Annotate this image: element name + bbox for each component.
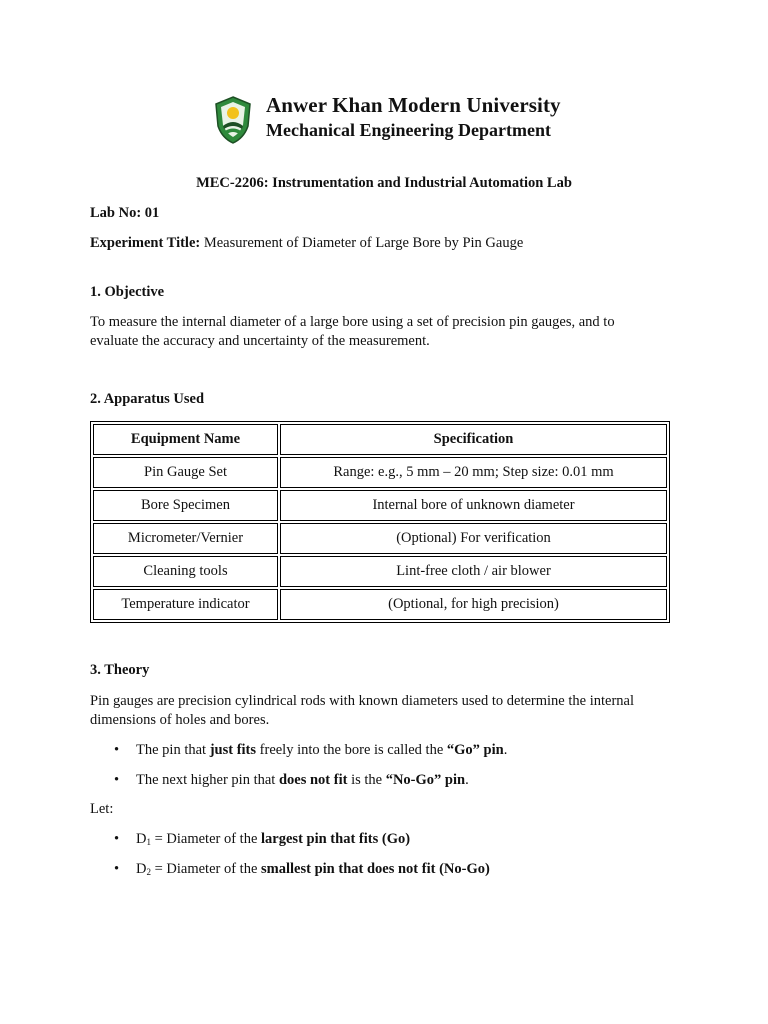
course-title: MEC-2206: Instrumentation and Industrial Automation Lab <box>196 175 572 191</box>
definition-text: = Diameter of the <box>150 831 262 847</box>
bullet-text: The pin that <box>136 742 210 758</box>
bullet-bold-text: just fits <box>209 742 257 758</box>
list-item <box>90 860 490 890</box>
university-name: Anwer Khan Modern University <box>266 93 561 117</box>
objective-line-1: To measure the internal diameter of a large bore using a set of precision pin gauges, and to <box>90 314 615 330</box>
equipment-cell: Bore Specimen <box>93 490 278 521</box>
specification-cell: Range: e.g., 5 mm – 20 mm; Step size: 0.01 mm <box>280 457 667 488</box>
table-row <box>93 457 667 488</box>
lab-number <box>90 205 159 222</box>
theory-heading: 3. Theory <box>90 662 150 678</box>
symbol-text: D <box>136 831 147 847</box>
bullet-text: freely into the bore is called the <box>256 742 447 758</box>
bullet-text: . <box>503 742 508 758</box>
definition-bold-text: largest pin that fits (Go) <box>261 831 411 847</box>
column-header-specification: Specification <box>280 424 667 455</box>
apparatus-table <box>90 421 670 623</box>
column-header-equipment: Equipment Name <box>93 424 278 455</box>
experiment-title-label: Experiment Title: <box>90 235 201 251</box>
specification-cell: (Optional, for high precision) <box>280 589 667 620</box>
bullet-bold-text: “No-Go” pin <box>385 772 466 788</box>
university-logo <box>214 96 252 144</box>
objective-text <box>90 313 680 351</box>
bullet-text: . <box>465 772 469 788</box>
equipment-cell: Pin Gauge Set <box>93 457 278 488</box>
specification-cell: Internal bore of unknown diameter <box>280 490 667 521</box>
table-header-row <box>93 424 667 455</box>
list-item <box>90 771 507 801</box>
table-row <box>93 490 667 521</box>
symbol-subscript: 1 <box>146 837 151 847</box>
apparatus-heading: 2. Apparatus Used <box>90 391 205 407</box>
objective-line-2: evaluate the accuracy and uncertainty of the measurement. <box>90 333 430 349</box>
list-item <box>90 741 507 771</box>
bullet-text: The next higher pin that <box>136 772 279 788</box>
bullet-icon: • <box>114 742 120 758</box>
bullet-bold-text: “Go” pin <box>446 742 504 758</box>
lab-number-label: Lab No: <box>90 205 142 221</box>
theory-line-1: Pin gauges are precision cylindrical rods with known diameters used to determine the internal <box>90 693 634 709</box>
bullet-bold-text: does not fit <box>278 772 348 788</box>
theory-line-2: dimensions of holes and bores. <box>90 712 270 728</box>
table-row <box>93 589 667 620</box>
bullet-icon: • <box>114 831 120 847</box>
definition-text: = Diameter of the <box>150 861 262 877</box>
bullet-icon: • <box>114 861 120 877</box>
department-name: Mechanical Engineering Department <box>266 120 551 140</box>
definition-bold-text: smallest pin that does not fit (No-Go) <box>261 861 490 877</box>
table-row <box>93 523 667 554</box>
table-row <box>93 556 667 587</box>
go-nogo-list <box>90 741 507 801</box>
equipment-cell: Micrometer/Vernier <box>93 523 278 554</box>
symbol-text: D <box>136 861 147 877</box>
lab-number-value: 01 <box>144 205 160 221</box>
specification-cell: (Optional) For verification <box>280 523 667 554</box>
bullet-text: is the <box>347 772 386 788</box>
equipment-cell: Temperature indicator <box>93 589 278 620</box>
specification-cell: Lint-free cloth / air blower <box>280 556 667 587</box>
let-label: Let: <box>90 801 114 817</box>
theory-text <box>90 692 680 730</box>
experiment-title-value: Measurement of Diameter of Large Bore by Pin Gauge <box>203 235 524 251</box>
symbol-subscript: 2 <box>146 867 151 877</box>
university-header <box>214 94 574 150</box>
equipment-cell: Cleaning tools <box>93 556 278 587</box>
list-item <box>90 830 490 860</box>
experiment-title <box>90 235 523 252</box>
objective-heading: 1. Objective <box>90 284 165 300</box>
definitions-list <box>90 830 490 890</box>
bullet-icon: • <box>114 772 120 788</box>
